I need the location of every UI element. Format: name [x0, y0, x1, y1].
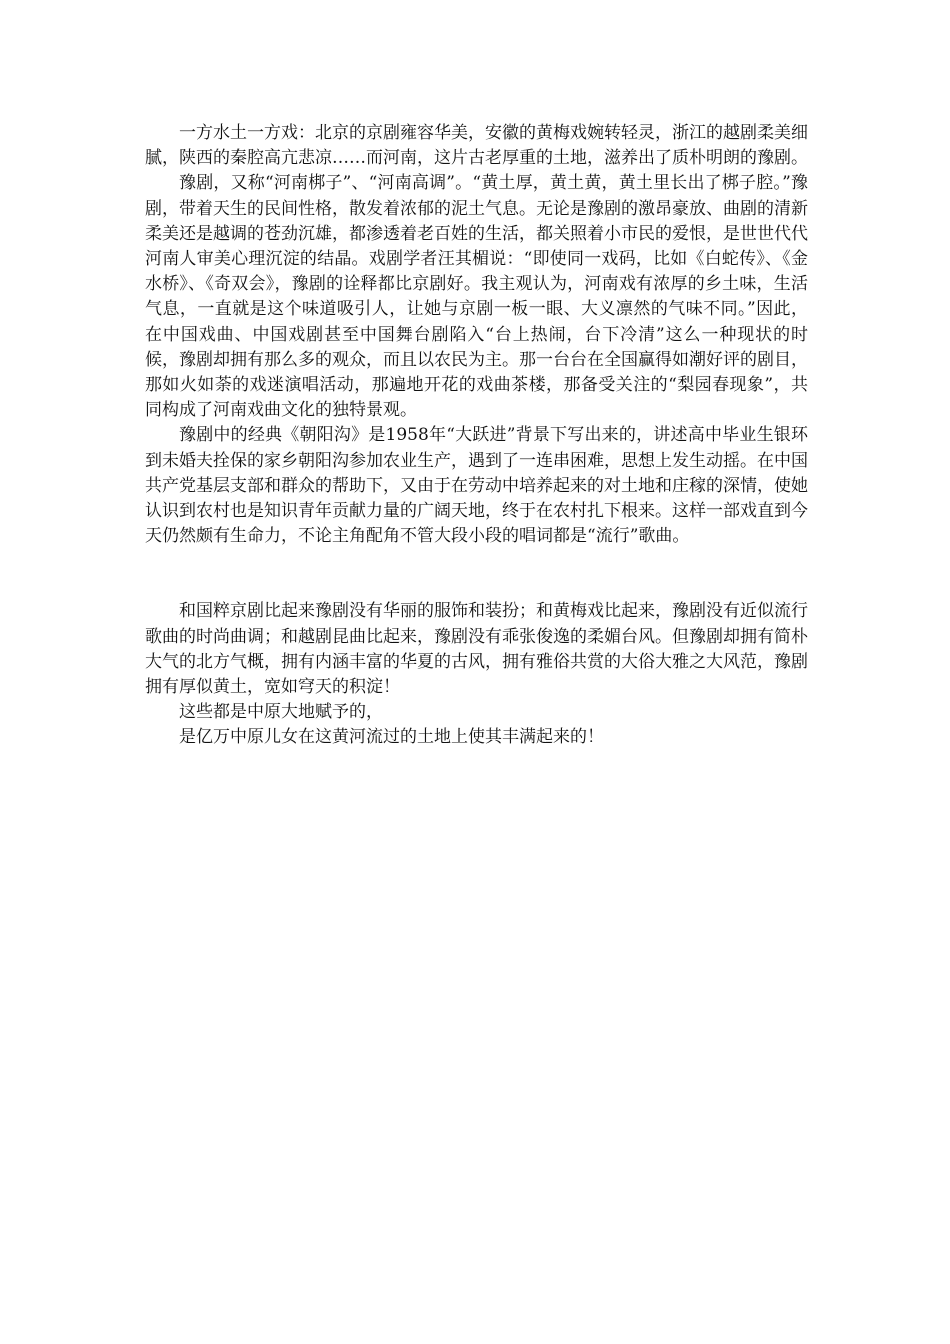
paragraph-comparison: 和国粹京剧比起来豫剧没有华丽的服饰和装扮；和黄梅戏比起来，豫剧没有近似流行歌曲的时尚曲调；和越剧昆曲比起来，豫剧没有乖张俊逸的柔媚台风。但豫剧却拥有简朴大气的北方气概，拥有内涵丰富的华夏的古风，拥有雅俗共赏的大俗大雅之大风范，豫剧拥有厚似黄土，宽如穹天的积淀！ [145, 601, 808, 698]
paragraph-yuju-definition: 豫剧，又称“河南梆子”、“河南高调”。“黄土厚，黄土黄，黄土里长出了梆子腔。”豫剧，带着天生的民间性格，散发着浓郁的泥土气息。无论是豫剧的激昂豪放、曲剧的清新柔美还是越调的苍劲沉雄，都渗透着老百姓的生活，都关照着小市民的爱恨，是世世代代河南人审美心理沉淀的结晶。戏剧学者汪其楣说：“即使同一戏码，比如《白蛇传》、《金水桥》、《奇双会》，豫剧的诠释都比京剧好。我主观认为，河南戏有浓厚的乡土味，生活气息，一直就是这个味道吸引人，让她与京剧一板一眼、大义凛然的气味不同。”因此，在中国戏曲、中国戏剧甚至中国舞台剧陷入“台上热闹，台下冷清”这么一种现状的时候，豫剧却拥有那么多的观众，而且以农民为主。那一台台在全国赢得如潮好评的剧目，那如火如荼的戏迷演唱活动，那遍地开花的戏曲茶楼，那备受关注的“梨园春现象”，共同构成了河南戏曲文化的独特景观。 [145, 173, 808, 421]
paragraph-intro: 一方水土一方戏：北京的京剧雍容华美，安徽的黄梅戏婉转轻灵，浙江的越剧柔美细腻，陕西的秦腔高亢悲凉……而河南，这片古老厚重的土地，滋养出了质朴明朗的豫剧。 [145, 123, 808, 169]
paragraph-closing-line-1: 这些都是中原大地赋予的， [179, 702, 383, 723]
paragraph-closing-line-2: 是亿万中原儿女在这黄河流过的土地上使其丰满起来的！ [179, 727, 604, 748]
paragraph-chaoyanggou: 豫剧中的经典《朝阳沟》是1958年“大跃进”背景下写出来的，讲述高中毕业生银环到未婚夫拴保的家乡朝阳沟参加农业生产，遇到了一连串困难，思想上发生动摇。在中国共产党基层支部和群众的帮助下，又由于在劳动中培养起来的对土地和庄稼的深情，使她认识到农村也是知识青年贡献力量的广阔天地，终于在农村扎下根来。这样一部戏直到今天仍然颇有生命力，不论主角配角不管大段小段的唱词都是“流行”歌曲。 [145, 425, 808, 547]
document-body [145, 121, 808, 751]
paragraph-gap [145, 549, 808, 599]
